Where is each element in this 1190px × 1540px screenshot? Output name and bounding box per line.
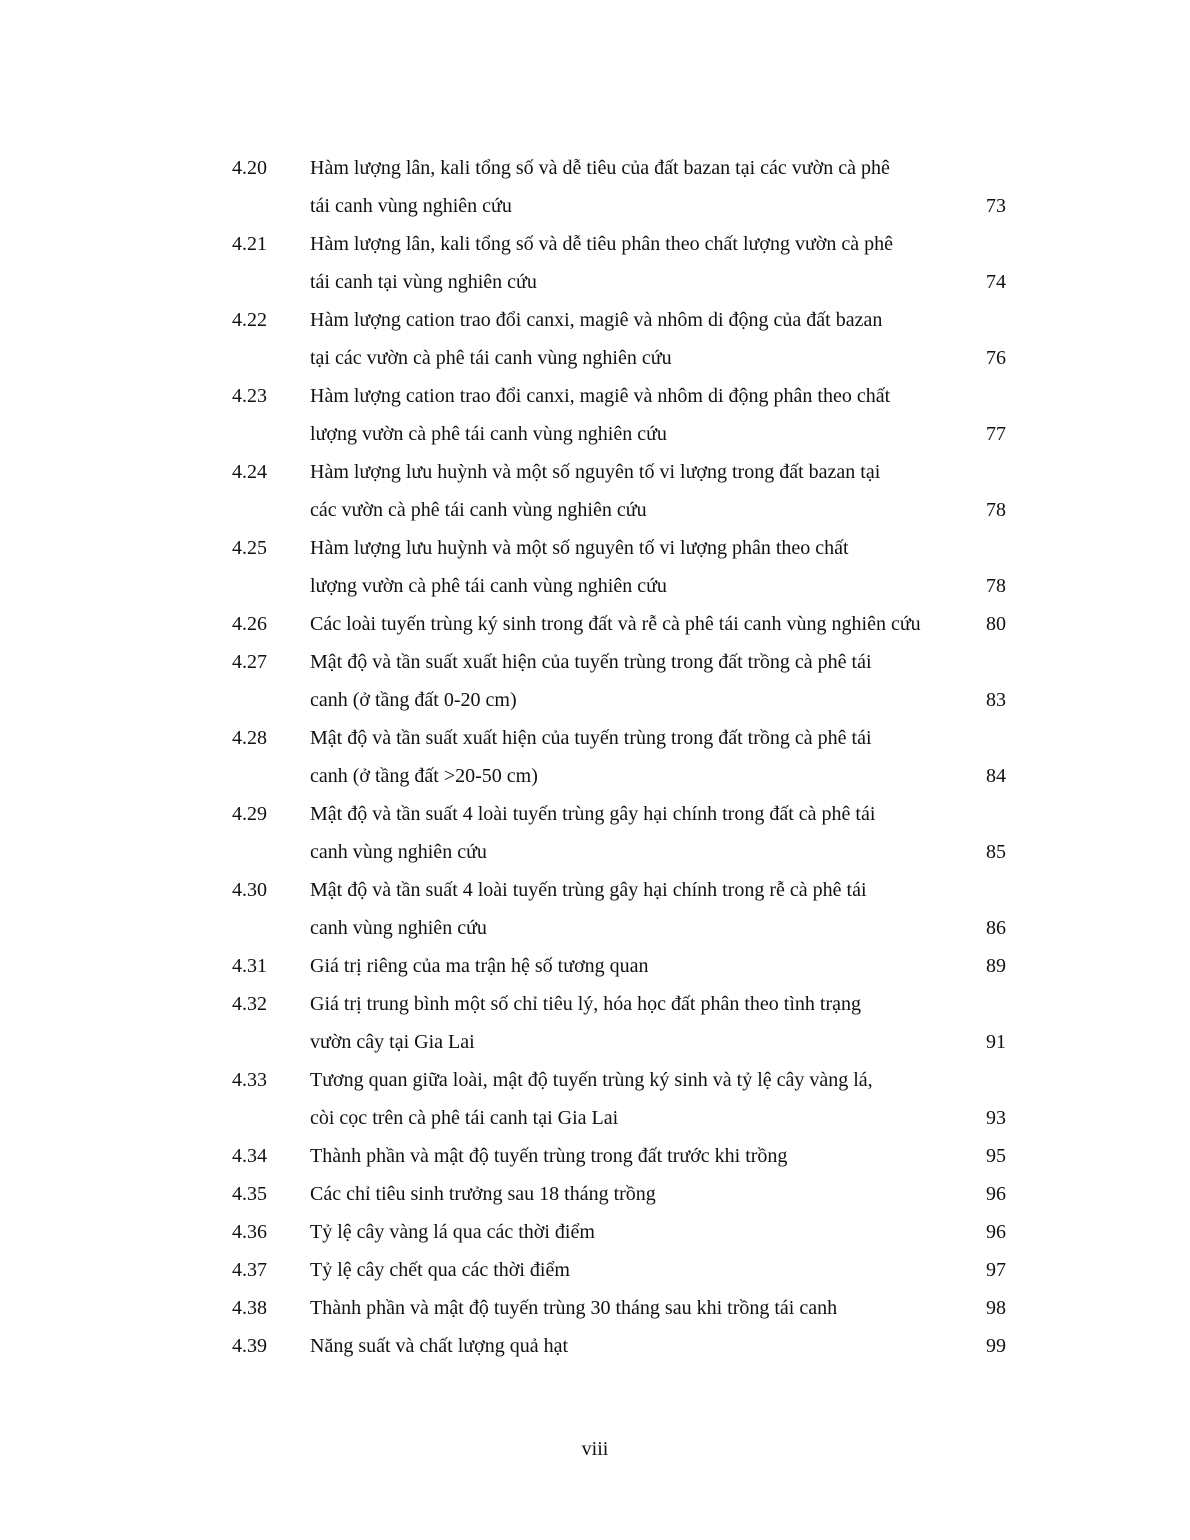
- list-item-line: [232, 985, 1012, 1023]
- list-item: [232, 1061, 1012, 1137]
- table-number: 4.31: [232, 955, 267, 977]
- table-title-text: Các chỉ tiêu sinh trưởng sau 18 tháng trồng: [310, 1183, 656, 1205]
- page-reference: 74: [986, 271, 1006, 293]
- list-item-line: [232, 567, 1012, 605]
- list-item-line: [232, 1137, 1012, 1175]
- list-item: [232, 1327, 1012, 1365]
- list-item-line: [232, 263, 1012, 301]
- list-item-line: [232, 529, 1012, 567]
- page-reference: 80: [986, 613, 1006, 635]
- table-number: 4.28: [232, 727, 267, 749]
- table-title-text: vườn cây tại Gia Lai: [310, 1031, 475, 1053]
- list-item-line: [232, 947, 1012, 985]
- table-title-text: Tương quan giữa loài, mật độ tuyến trùng ký sinh và tỷ lệ cây vàng lá,: [310, 1069, 873, 1091]
- table-title-text: các vườn cà phê tái canh vùng nghiên cứu: [310, 499, 647, 521]
- list-item: [232, 947, 1012, 985]
- list-item-line: [232, 453, 1012, 491]
- table-title-text: lượng vườn cà phê tái canh vùng nghiên cứu: [310, 575, 667, 597]
- table-title-text: Năng suất và chất lượng quả hạt: [310, 1335, 569, 1357]
- list-item: [232, 985, 1012, 1061]
- table-title-text: Thành phần và mật độ tuyến trùng trong đất trước khi trồng: [310, 1145, 788, 1167]
- list-item: [232, 529, 1012, 605]
- list-item-line: [232, 1023, 1012, 1061]
- list-item-line: [232, 377, 1012, 415]
- table-number: 4.36: [232, 1221, 267, 1243]
- list-item: [232, 1251, 1012, 1289]
- list-item-line: [232, 833, 1012, 871]
- list-item-line: [232, 681, 1012, 719]
- page-reference: 96: [986, 1183, 1006, 1205]
- list-item: [232, 643, 1012, 719]
- list-item-line: [232, 187, 1012, 225]
- table-title-text: Tỷ lệ cây chết qua các thời điểm: [310, 1259, 570, 1281]
- page-reference: 85: [986, 841, 1006, 863]
- table-title-text: tái canh tại vùng nghiên cứu: [310, 271, 537, 293]
- list-item-line: [232, 1327, 1012, 1365]
- table-number: 4.38: [232, 1297, 267, 1319]
- list-item-line: [232, 149, 1012, 187]
- page-reference: 93: [986, 1107, 1006, 1129]
- list-item-line: [232, 871, 1012, 909]
- list-item: [232, 1289, 1012, 1327]
- table-title-text: Các loài tuyến trùng ký sinh trong đất và rễ cà phê tái canh vùng nghiên cứu: [310, 613, 921, 635]
- page-reference: 99: [986, 1335, 1006, 1357]
- table-title-text: canh (ở tầng đất >20-50 cm): [310, 765, 538, 787]
- table-number: 4.30: [232, 879, 267, 901]
- table-number: 4.33: [232, 1069, 267, 1091]
- table-title-text: canh vùng nghiên cứu: [310, 841, 487, 863]
- list-item-line: [232, 1061, 1012, 1099]
- list-item: [232, 225, 1012, 301]
- table-title-text: Mật độ và tần suất xuất hiện của tuyến trùng trong đất trồng cà phê tái: [310, 727, 872, 749]
- table-title-text: Giá trị riêng của ma trận hệ số tương quan: [310, 955, 649, 977]
- page-reference: 89: [986, 955, 1006, 977]
- list-item-line: [232, 339, 1012, 377]
- list-item: [232, 719, 1012, 795]
- list-item-line: [232, 1289, 1012, 1327]
- table-title-text: canh (ở tầng đất 0-20 cm): [310, 689, 517, 711]
- table-number: 4.21: [232, 233, 267, 255]
- table-number: 4.34: [232, 1145, 267, 1167]
- list-item-line: [232, 643, 1012, 681]
- list-item-line: [232, 1251, 1012, 1289]
- page-reference: 86: [986, 917, 1006, 939]
- table-title-text: Hàm lượng lân, kali tổng số và dễ tiêu phân theo chất lượng vườn cà phê: [310, 233, 893, 255]
- table-title-text: Hàm lượng lân, kali tổng số và dễ tiêu của đất bazan tại các vườn cà phê: [310, 157, 890, 179]
- table-title-text: Thành phần và mật độ tuyến trùng 30 tháng sau khi trồng tái canh: [310, 1297, 838, 1319]
- table-title-text: Mật độ và tần suất 4 loài tuyến trùng gây hại chính trong đất cà phê tái: [310, 803, 876, 825]
- list-item: [232, 1137, 1012, 1175]
- table-number: 4.37: [232, 1259, 267, 1281]
- table-number: 4.25: [232, 537, 267, 559]
- page-reference: 76: [986, 347, 1006, 369]
- page-number: viii: [581, 1438, 609, 1460]
- list-item-line: [232, 605, 1012, 643]
- list-item: [232, 1213, 1012, 1251]
- list-item: [232, 301, 1012, 377]
- page-reference: 91: [986, 1031, 1006, 1053]
- table-list: [232, 149, 1012, 1365]
- table-title-text: Hàm lượng cation trao đổi canxi, magiê và nhôm di động phân theo chất: [310, 385, 891, 407]
- table-title-text: Mật độ và tần suất 4 loài tuyến trùng gây hại chính trong rễ cà phê tái: [310, 879, 867, 901]
- list-item-line: [232, 491, 1012, 529]
- list-item: [232, 795, 1012, 871]
- table-number: 4.26: [232, 613, 267, 635]
- list-item-line: [232, 1099, 1012, 1137]
- table-number: 4.29: [232, 803, 267, 825]
- page-reference: 73: [986, 195, 1006, 217]
- page-reference: 83: [986, 689, 1006, 711]
- list-item-line: [232, 795, 1012, 833]
- page-reference: 98: [986, 1297, 1006, 1319]
- page-reference: 77: [986, 423, 1006, 445]
- table-title-text: Hàm lượng lưu huỳnh và một số nguyên tố vi lượng phân theo chất: [310, 537, 849, 559]
- list-item-line: [232, 719, 1012, 757]
- list-item-line: [232, 225, 1012, 263]
- list-item-line: [232, 757, 1012, 795]
- page-reference: 78: [986, 575, 1006, 597]
- page-reference: 96: [986, 1221, 1006, 1243]
- list-item-line: [232, 909, 1012, 947]
- table-number: 4.24: [232, 461, 267, 483]
- table-number: 4.39: [232, 1335, 267, 1357]
- page-reference: 97: [986, 1259, 1006, 1281]
- list-item: [232, 149, 1012, 225]
- list-item: [232, 377, 1012, 453]
- table-number: 4.22: [232, 309, 267, 331]
- table-number: 4.20: [232, 157, 267, 179]
- table-title-text: Giá trị trung bình một số chỉ tiêu lý, hóa học đất phân theo tình trạng: [310, 993, 862, 1015]
- list-item: [232, 453, 1012, 529]
- table-number: 4.35: [232, 1183, 267, 1205]
- table-title-text: tái canh vùng nghiên cứu: [310, 195, 512, 217]
- table-title-text: tại các vườn cà phê tái canh vùng nghiên cứu: [310, 347, 672, 369]
- list-item: [232, 605, 1012, 643]
- page-reference: 84: [986, 765, 1006, 787]
- page-reference: 78: [986, 499, 1006, 521]
- list-item-line: [232, 1213, 1012, 1251]
- table-title-text: Tỷ lệ cây vàng lá qua các thời điểm: [310, 1221, 595, 1243]
- table-title-text: Hàm lượng cation trao đổi canxi, magiê và nhôm di động của đất bazan: [310, 309, 883, 331]
- table-title-text: Mật độ và tần suất xuất hiện của tuyến trùng trong đất trồng cà phê tái: [310, 651, 872, 673]
- table-title-text: Hàm lượng lưu huỳnh và một số nguyên tố vi lượng trong đất bazan tại: [310, 461, 881, 483]
- table-title-text: lượng vườn cà phê tái canh vùng nghiên cứu: [310, 423, 667, 445]
- table-title-text: canh vùng nghiên cứu: [310, 917, 487, 939]
- list-item: [232, 1175, 1012, 1213]
- table-number: 4.27: [232, 651, 267, 673]
- list-item-line: [232, 1175, 1012, 1213]
- table-number: 4.32: [232, 993, 267, 1015]
- table-title-text: còi cọc trên cà phê tái canh tại Gia Lai: [310, 1107, 619, 1129]
- page-reference: 95: [986, 1145, 1006, 1167]
- list-item: [232, 871, 1012, 947]
- table-number: 4.23: [232, 385, 267, 407]
- list-item-line: [232, 415, 1012, 453]
- list-item-line: [232, 301, 1012, 339]
